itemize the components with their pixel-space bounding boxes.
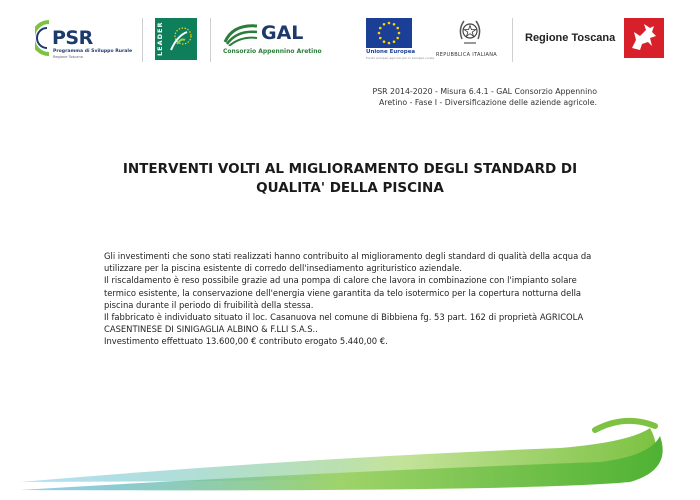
logo-separator [210, 18, 211, 62]
body-paragraph: Il riscaldamento è reso possibile grazie ad una pompa di calore che lavora in combinazione con l'impianto solare termico esistente, la conservazione dell'energia viene garantita da telo isotermico per la copertura notturna della piscina durante il periodo di fruibilità della stessa. [104, 275, 582, 310]
logo-separator [142, 18, 143, 62]
italian-republic-text: REPUBBLICA ITALIANA [436, 52, 498, 58]
eu-logo [366, 18, 435, 62]
gal-logo-subtitle: Consorzio Appennino Aretino [223, 48, 322, 55]
footer-swoosh [0, 400, 700, 500]
tuscany-logo-text: Regione Toscana [525, 32, 616, 44]
eu-flag [366, 18, 412, 48]
italian-emblem-icon [456, 17, 484, 47]
gal-logo [223, 20, 333, 60]
footer-swoosh-tip [595, 421, 655, 430]
leader-logo [155, 18, 197, 60]
gal-logo-text: GAL [261, 22, 304, 44]
italian-republic-logo [436, 17, 506, 61]
psr-logo [35, 18, 135, 62]
eu-logo-text: Unione Europea [366, 49, 416, 55]
program-reference [297, 87, 597, 108]
page-title-line-2: QUALITA' DELLA PISCINA [256, 180, 444, 196]
leader-logo-text: LEADER [156, 21, 164, 56]
gal-waves-icon [223, 22, 259, 46]
body-text [104, 250, 604, 348]
program-reference-line-2: Aretino - Fase I - Diversificazione delle aziende agricole. [378, 97, 597, 107]
body-paragraph: Gli investimenti che sono stati realizzati hanno contribuito al miglioramento degli standard di qualità della acqua da utilizzare per la piscina esistente di corredo dell'insediamento agrituristico aziendale. [104, 251, 592, 274]
eu-stars-icon [366, 18, 412, 48]
psr-logo-subtitle: Programma di Sviluppo Rurale [53, 49, 133, 54]
program-reference-line-1: PSR 2014-2020 - Misura 6.4.1 - GAL Consorzio Appennino [372, 87, 597, 96]
page-title-line-1: INTERVENTI VOLTI AL MIGLIORAMENTO DEGLI STANDARD DI [122, 161, 578, 177]
psr-logo-text: PSR [52, 27, 93, 49]
body-paragraph: Il fabbricato è individuato situato il loc. Casanuova nel comune di Bibbiena fg. 53 part. 162 di proprietà AGRICOLA CASENTINESE DI SINIGAGLIA ALBINO & F.LLI S.A.S.. [104, 312, 584, 335]
psr-logo-region: Regione Toscana [53, 55, 83, 59]
logo-bar [0, 0, 700, 70]
pegasus-icon [624, 18, 664, 58]
eu-fund-text: Fondo europeo agricolo per lo sviluppo rurale [366, 56, 435, 60]
tuscany-flag [624, 18, 664, 58]
body-paragraph: Investimento effettuato 13.600,00 € contributo erogato 5.440,00 €. [104, 336, 388, 347]
leader-emblem-icon [167, 24, 193, 54]
logo-separator [512, 18, 513, 62]
page-title [90, 160, 610, 198]
